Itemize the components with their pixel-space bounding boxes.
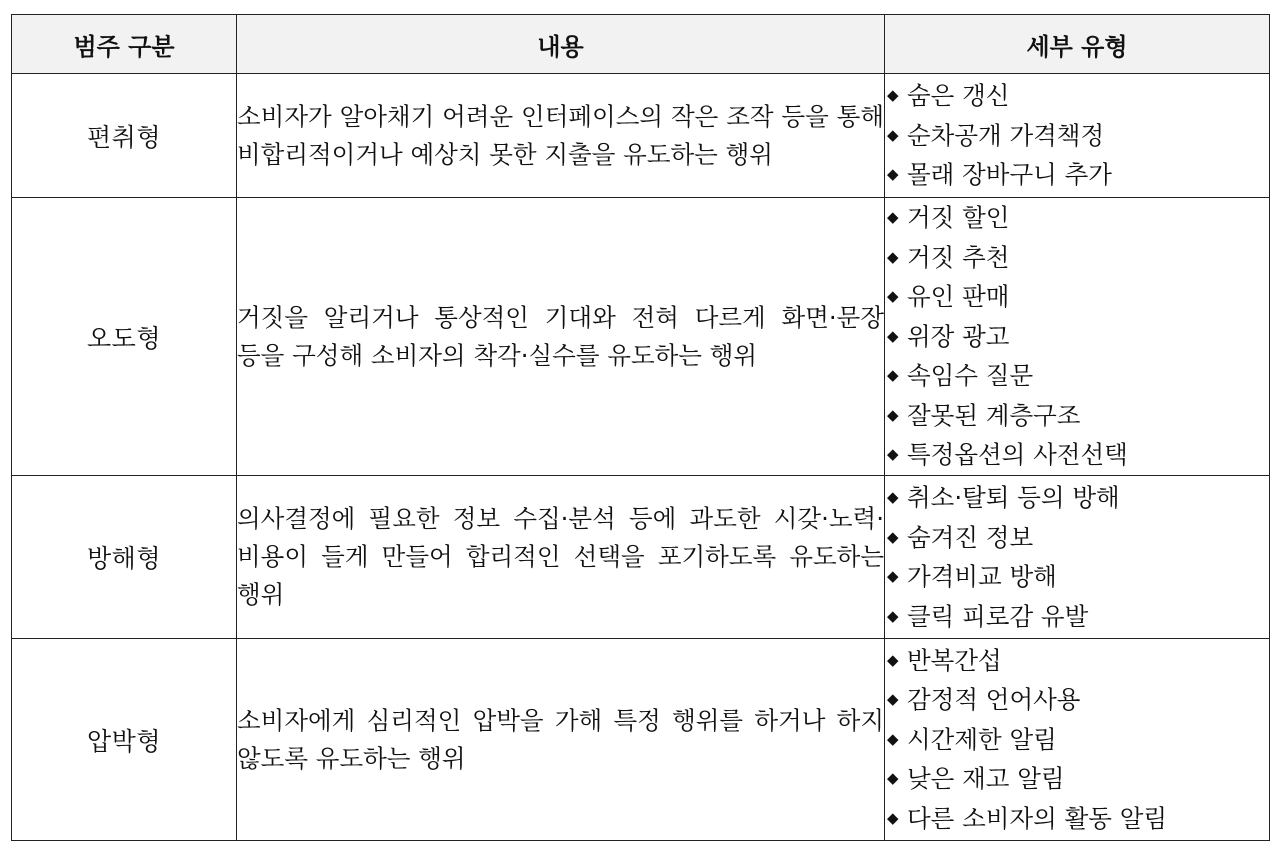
list-item: [885, 518, 1269, 558]
black-diamond-icon: ◆: [887, 287, 899, 306]
black-diamond-icon: ◆: [887, 488, 899, 506]
category-cell: 오도형: [12, 198, 237, 476]
list-item: [885, 76, 1269, 116]
content-cell: 소비자에게 심리적인 압박을 가해 특정 행위를 하거나 하지 않도록 유도하는 행위: [237, 639, 885, 841]
type-label: 잘못된 계층구조: [907, 400, 1081, 430]
black-diamond-icon: ◆: [887, 208, 899, 227]
black-diamond-icon: ◆: [887, 729, 899, 748]
content-cell: 의사결정에 필요한 정보 수집·분석 등에 과도한 시갖·노력·비용이 들게 만들어 합리적인 선택을 포기하도록 유도하는 행위: [237, 476, 885, 639]
black-diamond-icon: ◆: [887, 606, 899, 625]
list-item: [885, 155, 1269, 195]
types-cell: [885, 476, 1270, 639]
type-label: 위장 광고: [907, 321, 1010, 351]
list-item: [885, 277, 1269, 317]
type-label: 감정적 언어사용: [907, 685, 1081, 715]
table-row: [12, 476, 1270, 639]
table-row: [12, 74, 1270, 198]
type-label: 특정옵션의 사전선택: [907, 440, 1128, 470]
type-label: 거짓 추천: [907, 242, 1010, 272]
list-item: [885, 557, 1269, 597]
type-list: [885, 76, 1269, 195]
black-diamond-icon: ◆: [887, 527, 899, 546]
black-diamond-icon: ◆: [887, 690, 899, 709]
type-label: 숨겨진 정보: [907, 522, 1034, 552]
type-label: 취소·탈퇴 등의 방해: [907, 483, 1120, 512]
list-item: [885, 198, 1269, 238]
list-item: [885, 597, 1269, 637]
content-cell: 거짓을 알리거나 통상적인 기대와 전혀 다르게 화면·문장 등을 구성해 소비자의 착각·실수를 유도하는 행위: [237, 198, 885, 476]
black-diamond-icon: ◆: [887, 567, 899, 585]
type-label: 클릭 피로감 유발: [907, 601, 1089, 631]
black-diamond-icon: ◆: [887, 445, 899, 464]
black-diamond-icon: ◆: [887, 366, 899, 385]
list-item: [885, 641, 1269, 681]
types-cell: [885, 639, 1270, 841]
black-diamond-icon: ◆: [887, 125, 899, 144]
type-list: [885, 641, 1269, 839]
black-diamond-icon: ◆: [887, 326, 899, 345]
type-label: 다른 소비자의 활동 알림: [907, 803, 1168, 833]
content-cell: 소비자가 알아채기 어려운 인터페이스의 작은 조작 등을 통해 비합리적이거나 예상치 못한 지출을 유도하는 행위: [237, 74, 885, 198]
types-cell: [885, 198, 1270, 476]
list-item: [885, 799, 1269, 839]
list-item: [885, 478, 1269, 518]
black-diamond-icon: ◆: [887, 808, 899, 827]
list-item: [885, 238, 1269, 278]
table-row: [12, 639, 1270, 841]
category-cell: 편취형: [12, 74, 237, 198]
black-diamond-icon: ◆: [887, 769, 899, 788]
black-diamond-icon: ◆: [887, 650, 899, 669]
black-diamond-icon: ◆: [887, 405, 899, 424]
list-item: [885, 396, 1269, 436]
table-row: [12, 198, 1270, 476]
dark-pattern-table: [11, 14, 1270, 841]
type-label: 시간제한 알림: [907, 724, 1057, 754]
black-diamond-icon: ◆: [887, 165, 899, 184]
type-label: 유인 판매: [907, 282, 1010, 312]
list-item: [885, 317, 1269, 357]
type-label: 반복간섭: [907, 645, 1002, 675]
category-cell: 방해형: [12, 476, 237, 639]
type-label: 가격비교 방해: [907, 562, 1057, 591]
list-item: [885, 356, 1269, 396]
type-label: 몰래 장바구니 추가: [907, 160, 1112, 190]
category-cell: 압박형: [12, 639, 237, 841]
list-item: [885, 680, 1269, 720]
type-list: [885, 478, 1269, 636]
type-label: 거짓 할인: [907, 203, 1010, 233]
list-item: [885, 720, 1269, 760]
header-row: [12, 15, 1270, 74]
list-item: [885, 116, 1269, 156]
header-category: 범주 구분: [12, 15, 237, 74]
type-label: 속임수 질문: [907, 361, 1034, 391]
header-content: 내용: [237, 15, 885, 74]
list-item: [885, 435, 1269, 475]
type-label: 순차공개 가격책정: [907, 120, 1105, 150]
type-list: [885, 198, 1269, 475]
type-label: 숨은 갱신: [907, 81, 1010, 111]
list-item: [885, 759, 1269, 799]
type-label: 낮은 재고 알림: [907, 764, 1065, 794]
black-diamond-icon: ◆: [887, 247, 899, 266]
black-diamond-icon: ◆: [887, 86, 899, 105]
types-cell: [885, 74, 1270, 198]
header-types: 세부 유형: [885, 15, 1270, 74]
